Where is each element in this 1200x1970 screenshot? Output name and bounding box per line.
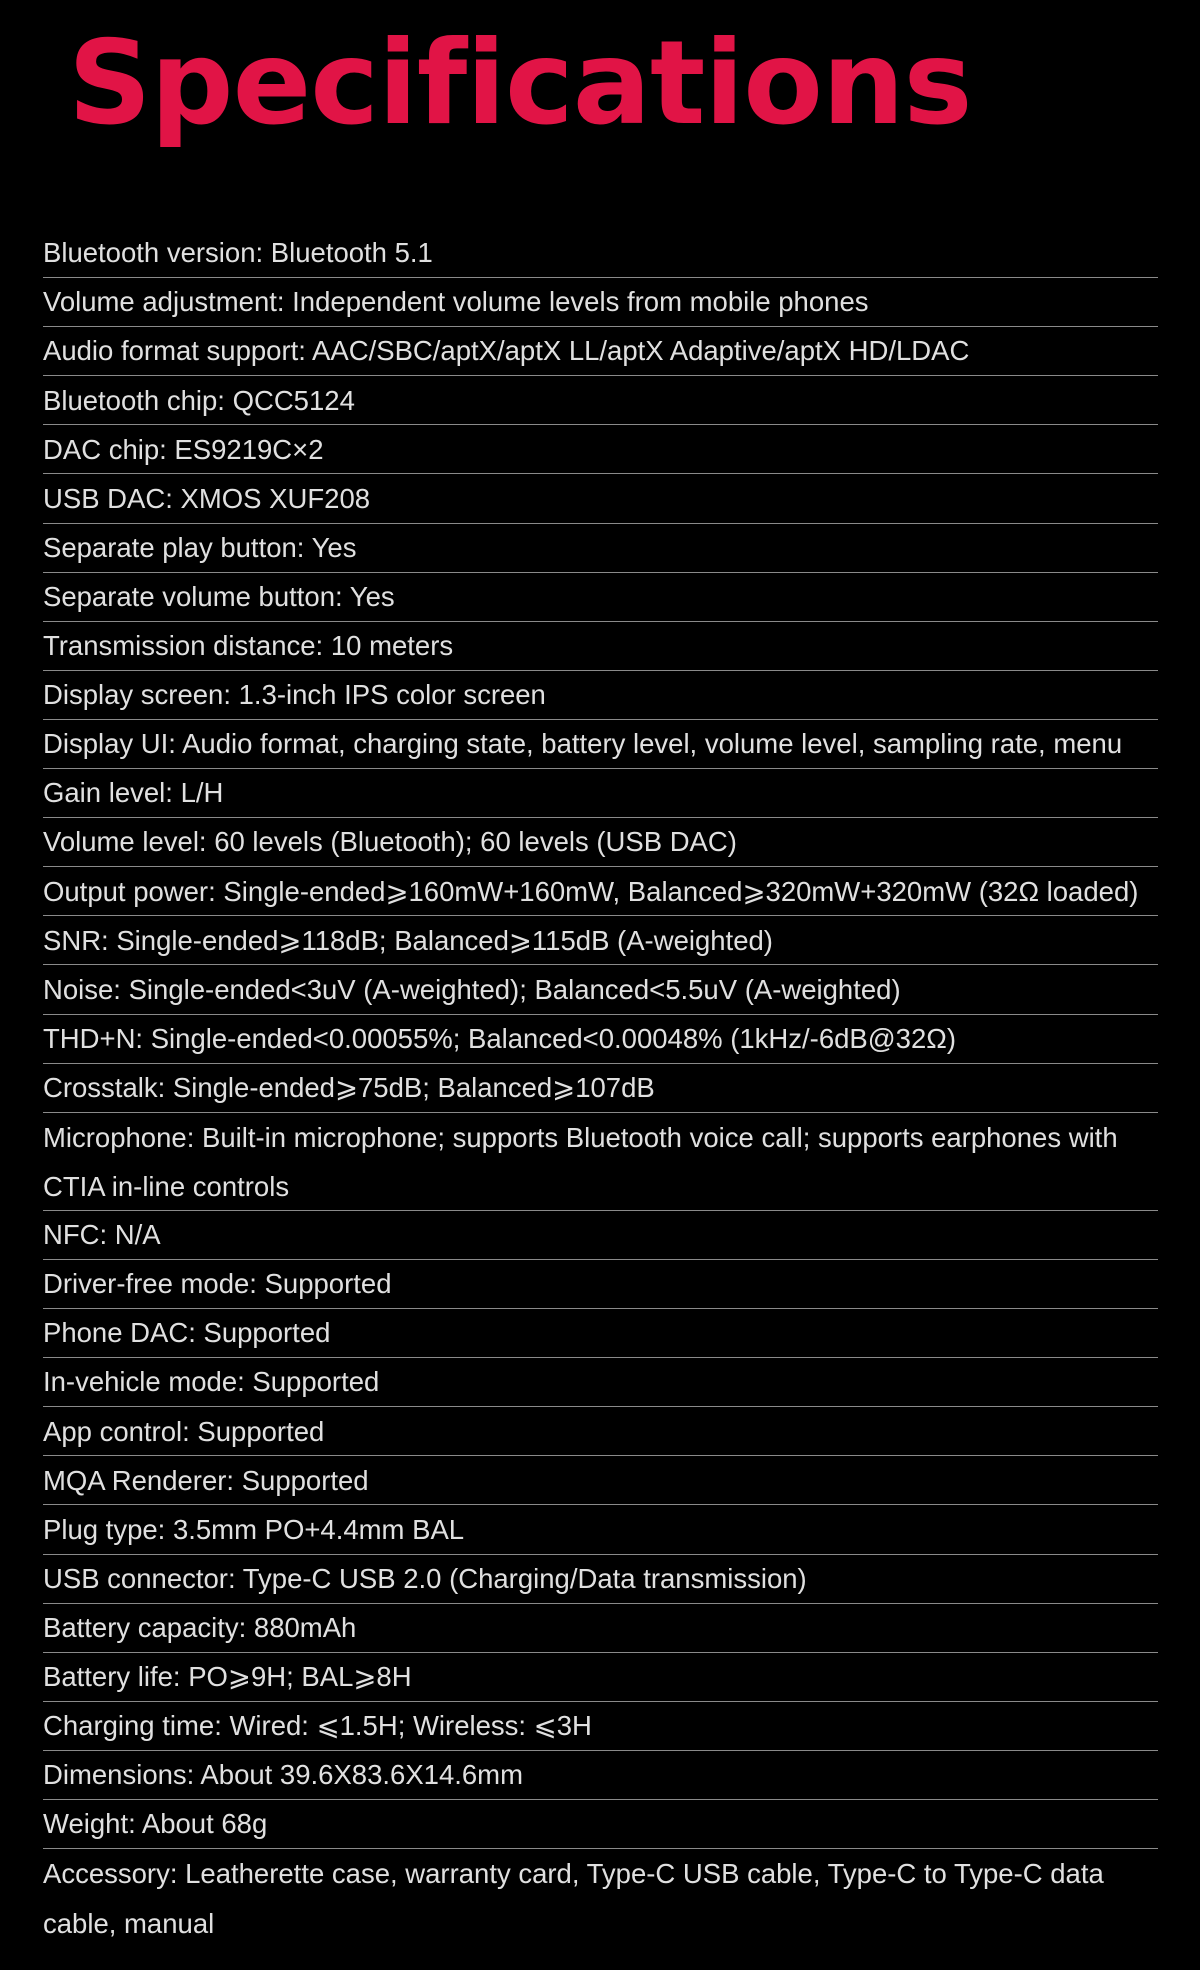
spec-text: Separate play button: Yes xyxy=(43,531,357,563)
spec-row-phone-dac xyxy=(43,1309,1158,1358)
spec-row-battery-capacity xyxy=(43,1604,1158,1653)
spec-row-in-vehicle-mode xyxy=(43,1358,1158,1407)
spec-text: Output power: Single-ended⩾160mW+160mW, Balanced⩾320mW+320mW (32Ω loaded) xyxy=(43,875,1139,907)
spec-text: Plug type: 3.5mm PO+4.4mm BAL xyxy=(43,1513,465,1545)
spec-row-weight xyxy=(43,1800,1158,1849)
spec-row-usb-dac xyxy=(43,474,1158,523)
spec-row-plug-type xyxy=(43,1505,1158,1554)
spec-text: Battery capacity: 880mAh xyxy=(43,1611,357,1643)
spec-text: THD+N: Single-ended<0.00055%; Balanced<0.00048% (1kHz/-6dB@32Ω) xyxy=(43,1022,956,1054)
page-title: Specifications xyxy=(68,16,972,151)
spec-row-volume-adjustment xyxy=(43,278,1158,327)
spec-text: Volume adjustment: Independent volume levels from mobile phones xyxy=(43,286,869,318)
spec-row-dimensions xyxy=(43,1751,1158,1800)
spec-text: SNR: Single-ended⩾118dB; Balanced⩾115dB (A-weighted) xyxy=(43,924,773,956)
spec-text: USB DAC: XMOS XUF208 xyxy=(43,482,371,514)
spec-row-snr xyxy=(43,916,1158,965)
spec-row-transmission-distance xyxy=(43,622,1158,671)
spec-text: Dimensions: About 39.6X83.6X14.6mm xyxy=(43,1759,524,1791)
spec-row-battery-life xyxy=(43,1653,1158,1702)
spec-row-display-screen xyxy=(43,671,1158,720)
spec-text: DAC chip: ES9219C×2 xyxy=(43,433,324,465)
spec-row-crosstalk xyxy=(43,1064,1158,1113)
spec-row-gain-level xyxy=(43,769,1158,818)
spec-text: Display UI: Audio format, charging state, battery level, volume level, sampling rate, menu xyxy=(43,728,1123,760)
spec-text: Accessory: Leatherette case, warranty card, Type-C USB cable, Type-C to Type-C data cable, manual xyxy=(43,1858,1104,1939)
spec-row-usb-connector xyxy=(43,1555,1158,1604)
spec-text: Phone DAC: Supported xyxy=(43,1317,331,1349)
spec-text: Battery life: PO⩾9H; BAL⩾8H xyxy=(43,1661,412,1693)
spec-row-mqa-renderer xyxy=(43,1456,1158,1505)
spec-row-separate-play-button xyxy=(43,524,1158,573)
spec-text: NFC: N/A xyxy=(43,1219,161,1251)
spec-row-thd-n xyxy=(43,1015,1158,1064)
spec-row-display-ui xyxy=(43,720,1158,769)
spec-row-app-control xyxy=(43,1407,1158,1456)
spec-row-output-power xyxy=(43,867,1158,916)
spec-row-bluetooth-chip xyxy=(43,376,1158,425)
spec-text: Bluetooth chip: QCC5124 xyxy=(43,384,355,416)
spec-text: Noise: Single-ended<3uV (A-weighted); Balanced<5.5uV (A-weighted) xyxy=(43,973,901,1005)
spec-text: MQA Renderer: Supported xyxy=(43,1464,369,1496)
spec-row-bluetooth-version xyxy=(43,229,1158,278)
spec-text: USB connector: Type-C USB 2.0 (Charging/Data transmission) xyxy=(43,1562,807,1594)
spec-row-charging-time xyxy=(43,1702,1158,1751)
spec-text: In-vehicle mode: Supported xyxy=(43,1366,380,1398)
spec-row-noise xyxy=(43,965,1158,1014)
spec-list xyxy=(43,229,1158,1947)
spec-text: Weight: About 68g xyxy=(43,1808,268,1840)
spec-row-nfc xyxy=(43,1211,1158,1260)
spec-row-accessory xyxy=(43,1849,1158,1947)
spec-row-driver-free-mode xyxy=(43,1260,1158,1309)
spec-row-dac-chip xyxy=(43,425,1158,474)
spec-text: Driver-free mode: Supported xyxy=(43,1268,392,1300)
spec-text: Display screen: 1.3-inch IPS color screen xyxy=(43,679,546,711)
spec-text: Crosstalk: Single-ended⩾75dB; Balanced⩾107dB xyxy=(43,1071,655,1103)
spec-text: Audio format support: AAC/SBC/aptX/aptX LL/aptX Adaptive/aptX HD/LDAC xyxy=(43,335,970,367)
spec-text: Transmission distance: 10 meters xyxy=(43,630,454,662)
spec-text: Separate volume button: Yes xyxy=(43,580,395,612)
spec-row-audio-format-support xyxy=(43,327,1158,376)
spec-text: Gain level: L/H xyxy=(43,777,224,809)
spec-row-microphone xyxy=(43,1113,1158,1211)
spec-row-separate-volume-button xyxy=(43,573,1158,622)
spec-row-volume-level xyxy=(43,818,1158,867)
spec-text: Volume level: 60 levels (Bluetooth); 60 levels (USB DAC) xyxy=(43,826,737,858)
spec-text: Bluetooth version: Bluetooth 5.1 xyxy=(43,237,433,269)
spec-text: Microphone: Built-in microphone; supports Bluetooth voice call; supports earphones with CTIA in-line controls xyxy=(43,1121,1118,1203)
spec-text: App control: Supported xyxy=(43,1415,325,1447)
spec-text: Charging time: Wired: ⩽1.5H; Wireless: ⩽3H xyxy=(43,1710,592,1742)
